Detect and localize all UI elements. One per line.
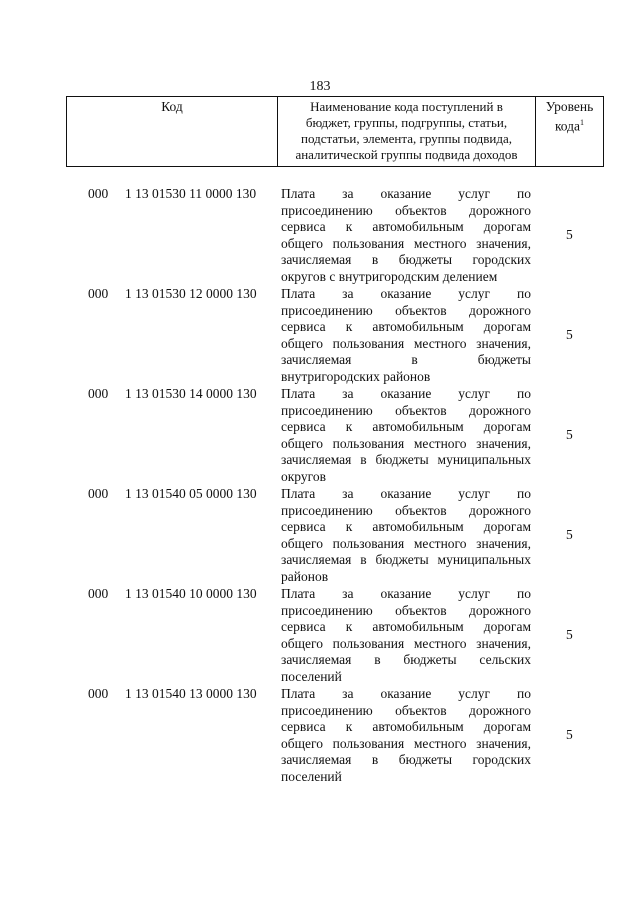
row-description (281, 686, 531, 786)
header-level-footnote: 1 (580, 118, 585, 127)
list-item (0, 186, 640, 286)
header-name-line-2: бюджет, группы, подгруппы, статьи, (305, 115, 508, 130)
row-description-line: зачисляемая в бюджеты городских (281, 752, 531, 768)
row-description-line: поселений (281, 668, 342, 684)
row-description-line: поселений (281, 768, 342, 784)
row-description-line: общего пользования местного значения, (281, 535, 531, 551)
row-prefix: 000 (88, 386, 109, 401)
row-description-line: округов с внутригородским делением (281, 268, 498, 284)
row-description-line: сервиса к автомобильным дорогам (281, 419, 531, 435)
row-description-line: Плата за оказание услуг по (281, 586, 531, 601)
row-description-line: сервиса к автомобильным дорогам (281, 519, 531, 535)
row-description-line: Плата за оказание услуг по (281, 386, 531, 401)
row-prefix: 000 (88, 286, 109, 301)
row-level: 5 (566, 327, 573, 342)
row-description-line: общего пользования местного значения, (281, 435, 531, 451)
row-description-line: общего пользования местного значения, (281, 735, 531, 751)
row-code: 1 13 01540 13 0000 130 (125, 686, 257, 701)
row-description-line: общего пользования местного значения, (281, 235, 531, 251)
row-description-line: Плата за оказание услуг по (281, 486, 531, 501)
header-level-cell (536, 97, 604, 167)
row-description-line: зачисляемая в бюджеты городских (281, 252, 531, 268)
row-description (281, 386, 531, 486)
list-item (0, 486, 640, 586)
row-description-line: Плата за оказание услуг по (281, 686, 531, 701)
header-level-label: кода (554, 118, 581, 134)
row-description-line: сервиса к автомобильным дорогам (281, 719, 531, 735)
header-name-cell (278, 97, 536, 167)
row-prefix: 000 (88, 486, 109, 501)
row-code: 1 13 01540 10 0000 130 (125, 586, 257, 601)
income-codes-list (0, 186, 640, 786)
row-code: 1 13 01530 14 0000 130 (125, 386, 257, 401)
row-description-line: присоединению объектов дорожного (281, 602, 531, 618)
row-description (281, 286, 531, 386)
row-description (281, 486, 531, 586)
row-description-line: зачисляемая в бюджеты (281, 352, 531, 368)
row-description-line: зачисляемая в бюджеты сельских (281, 652, 531, 668)
header-name-line-3: подстатьи, элемента, группы подвида, (301, 131, 512, 146)
row-description-line: общего пользования местного значения, (281, 635, 531, 651)
row-description-line: округов (281, 468, 326, 484)
row-prefix: 000 (88, 186, 109, 201)
row-level: 5 (566, 727, 573, 742)
row-description-line: присоединению объектов дорожного (281, 402, 531, 418)
header-level-line-1: Уровень (545, 99, 594, 114)
row-description-line: Плата за оказание услуг по (281, 186, 531, 201)
row-description-line: Плата за оказание услуг по (281, 286, 531, 301)
row-level: 5 (566, 527, 573, 542)
list-item (0, 686, 640, 786)
header-name-line-4: аналитической группы подвида доходов (295, 147, 518, 162)
row-level: 5 (566, 227, 573, 242)
row-description-line: сервиса к автомобильным дорогам (281, 219, 531, 235)
header-code-label: Код (161, 99, 183, 114)
list-item (0, 286, 640, 386)
row-prefix: 000 (88, 586, 109, 601)
row-description (281, 586, 531, 686)
row-description-line: присоединению объектов дорожного (281, 202, 531, 218)
row-description-line: присоединению объектов дорожного (281, 702, 531, 718)
header-table (66, 96, 604, 167)
row-description-line: сервиса к автомобильным дорогам (281, 319, 531, 335)
row-code: 1 13 01530 12 0000 130 (125, 286, 257, 301)
row-description-line: районов (281, 568, 329, 584)
row-description-line: присоединению объектов дорожного (281, 502, 531, 518)
row-description-line: присоединению объектов дорожного (281, 302, 531, 318)
row-description-line: зачисляемая в бюджеты муниципальных (281, 452, 531, 468)
row-prefix: 000 (88, 686, 109, 701)
row-code: 1 13 01540 05 0000 130 (125, 486, 257, 501)
row-description (281, 186, 531, 286)
header-level-line-2 (539, 115, 600, 135)
row-level: 5 (566, 627, 573, 642)
row-description-line: сервиса к автомобильным дорогам (281, 619, 531, 635)
list-item (0, 586, 640, 686)
page-number: 183 (309, 79, 331, 94)
header-code-cell (67, 97, 278, 167)
row-level: 5 (566, 427, 573, 442)
row-description-line: внутригородских районов (281, 368, 431, 384)
row-description-line: общего пользования местного значения, (281, 335, 531, 351)
row-description-line: зачисляемая в бюджеты муниципальных (281, 552, 531, 568)
header-name-line-1: Наименование кода поступлений в (310, 99, 503, 114)
row-code: 1 13 01530 11 0000 130 (125, 186, 257, 201)
list-item (0, 386, 640, 486)
